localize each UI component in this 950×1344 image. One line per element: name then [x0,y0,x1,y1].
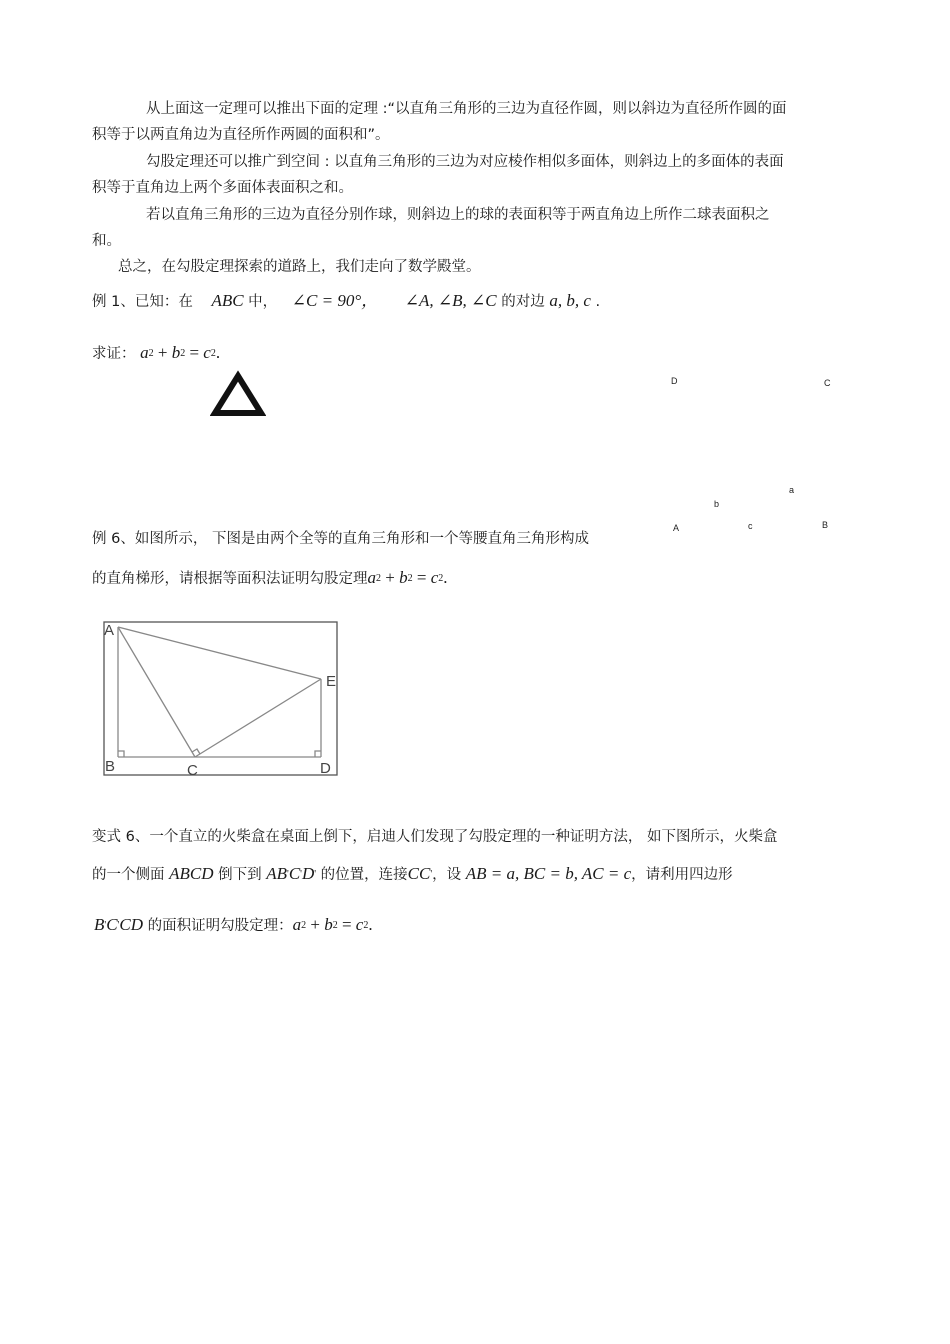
eq-b: b [399,568,408,587]
eq-c: c [203,343,211,362]
example1-statement [92,291,600,312]
variant6-text-f: 的面积证明勾股定理： [147,918,293,934]
example1-mid: 中， [248,294,278,310]
example1-prove [92,343,220,366]
eq-dot: . [443,568,448,587]
eq-exp: 2 [148,348,154,359]
example6-line2-text: 的直角梯形，请根据等面积法证明勾股定理 [92,571,368,587]
eq-dot: . [215,343,221,362]
fig1-label-a: a [789,485,795,495]
eq-equals: = [412,568,431,587]
variant6-cd: CD [119,915,143,934]
fig1-label-C: C [824,378,831,388]
eq-equals: = [337,915,356,934]
fig2-label-E: E [326,673,337,690]
example1-angles: ∠A, ∠B, ∠C [404,291,497,310]
eq-exp: 2 [180,348,186,359]
example1-end: . [595,294,601,310]
variant6-text-c: 的位置，连接 [320,867,408,883]
prime-mark: ' [314,869,317,880]
eq-exp: 2 [301,920,307,931]
para1-line1: 从上面这一定理可以推出下面的定理 :“以直角三角形的三边为直径作圆，则以斜边为直径所作圆的面 [146,101,787,117]
eq-plus: + [381,568,400,587]
variant6-line2 [92,864,733,887]
para3-line1: 若以直角三角形的三边为直径分别作球，则斜边上的球的表面积等于两直角边上所作二球表面积之 [146,207,770,223]
example1-prefix: 例 1、已知：在 [92,294,193,310]
variant6-b: B [94,915,105,934]
side-CE [195,679,321,757]
eq-exp: 2 [210,348,216,359]
fig1-label-D: D [671,376,678,386]
variant6-text-a: 的一个侧面 [92,867,165,883]
eq-a: a [292,915,302,934]
fig1-label-A: A [673,523,680,533]
variant6-ab: AB [266,864,287,883]
triangle-symbol [210,370,266,418]
variant6-defs: AB = a, BC = b, AC = c [465,864,632,883]
para3-line2: 和。 [92,233,121,249]
variant6-text-d: ，设 [432,867,462,883]
fig2-label-D: D [320,760,331,777]
eq-exp: 2 [407,573,413,584]
eq-a: a [140,343,149,362]
variant6-line1: 变式 6、一个直立的火柴盒在桌面上倒下，启迪人们发现了勾股定理的一种证明方法， 如下图所示，火柴盒 [92,829,778,845]
eq-a: a [367,568,376,587]
example6-line1: 例 6、如图所示， 下图是由两个全等的直角三角形和一个等腰直角三角形构成 [92,531,589,547]
eq-exp: 2 [376,573,381,584]
figure-frame [104,622,337,775]
example1-opposite: 的对边 [501,294,545,310]
prime-mark: ' [430,869,433,880]
eq-b: b [171,343,181,362]
eq-dot: . [368,915,373,934]
fig1-label-c: c [748,521,753,531]
para2-line1: 勾股定理还可以推广到空间 : 以直角三角形的三边为对应棱作相似多面体，则斜边上的多面体的表面 [146,154,784,170]
right-angle-D [315,751,321,757]
eq-b: b [324,915,333,934]
eq-plus: + [153,343,172,362]
example1-sides: a, b, c [549,291,591,310]
para2-line2: 积等于直角边上两个多面体表面积之和。 [92,180,353,196]
fig2-label-A: A [104,622,115,639]
variant6-c2: C [106,915,118,934]
example6-line2 [92,568,447,591]
prime-mark: ' [104,920,107,931]
prime-mark: ' [300,869,302,880]
example1-triangle-name: ABC [211,291,244,310]
trapezoid-figure [100,618,342,780]
fig1-label-b: b [714,499,720,509]
fig2-label-C: C [187,762,198,779]
example1-angle-c: ∠C = 90°， [291,291,379,310]
para4: 总之，在勾股定理探索的道路上，我们走向了数学殿堂。 [118,259,481,275]
prime-mark: ' [287,869,289,880]
eq-plus: + [306,915,325,934]
variant6-text-b: 倒下到 [218,867,262,883]
eq-exp: 2 [332,920,338,931]
eq-c: c [355,915,364,934]
variant6-d: D [301,864,315,883]
variant6-c: C [288,864,301,883]
eq-equals: = [185,343,204,362]
prime-mark: ' [117,920,120,931]
right-angle-B [118,751,124,757]
eq-c: c [430,568,439,587]
para1-line2: 积等于以两直角边为直径所作两圆的面积和”。 [92,127,390,143]
side-AC [118,627,195,757]
variant6-cc: CC [407,864,431,883]
variant6-text-e: ，请利用四边形 [631,867,733,883]
prove-label: 求证： [92,346,136,362]
eq-exp: 2 [363,920,369,931]
fig2-label-B: B [105,758,116,775]
side-AE [118,627,321,679]
variant6-abcd: ABCD [169,864,214,883]
fig1-label-B: B [822,520,829,530]
variant6-line3 [94,915,373,938]
eq-exp: 2 [438,573,444,584]
